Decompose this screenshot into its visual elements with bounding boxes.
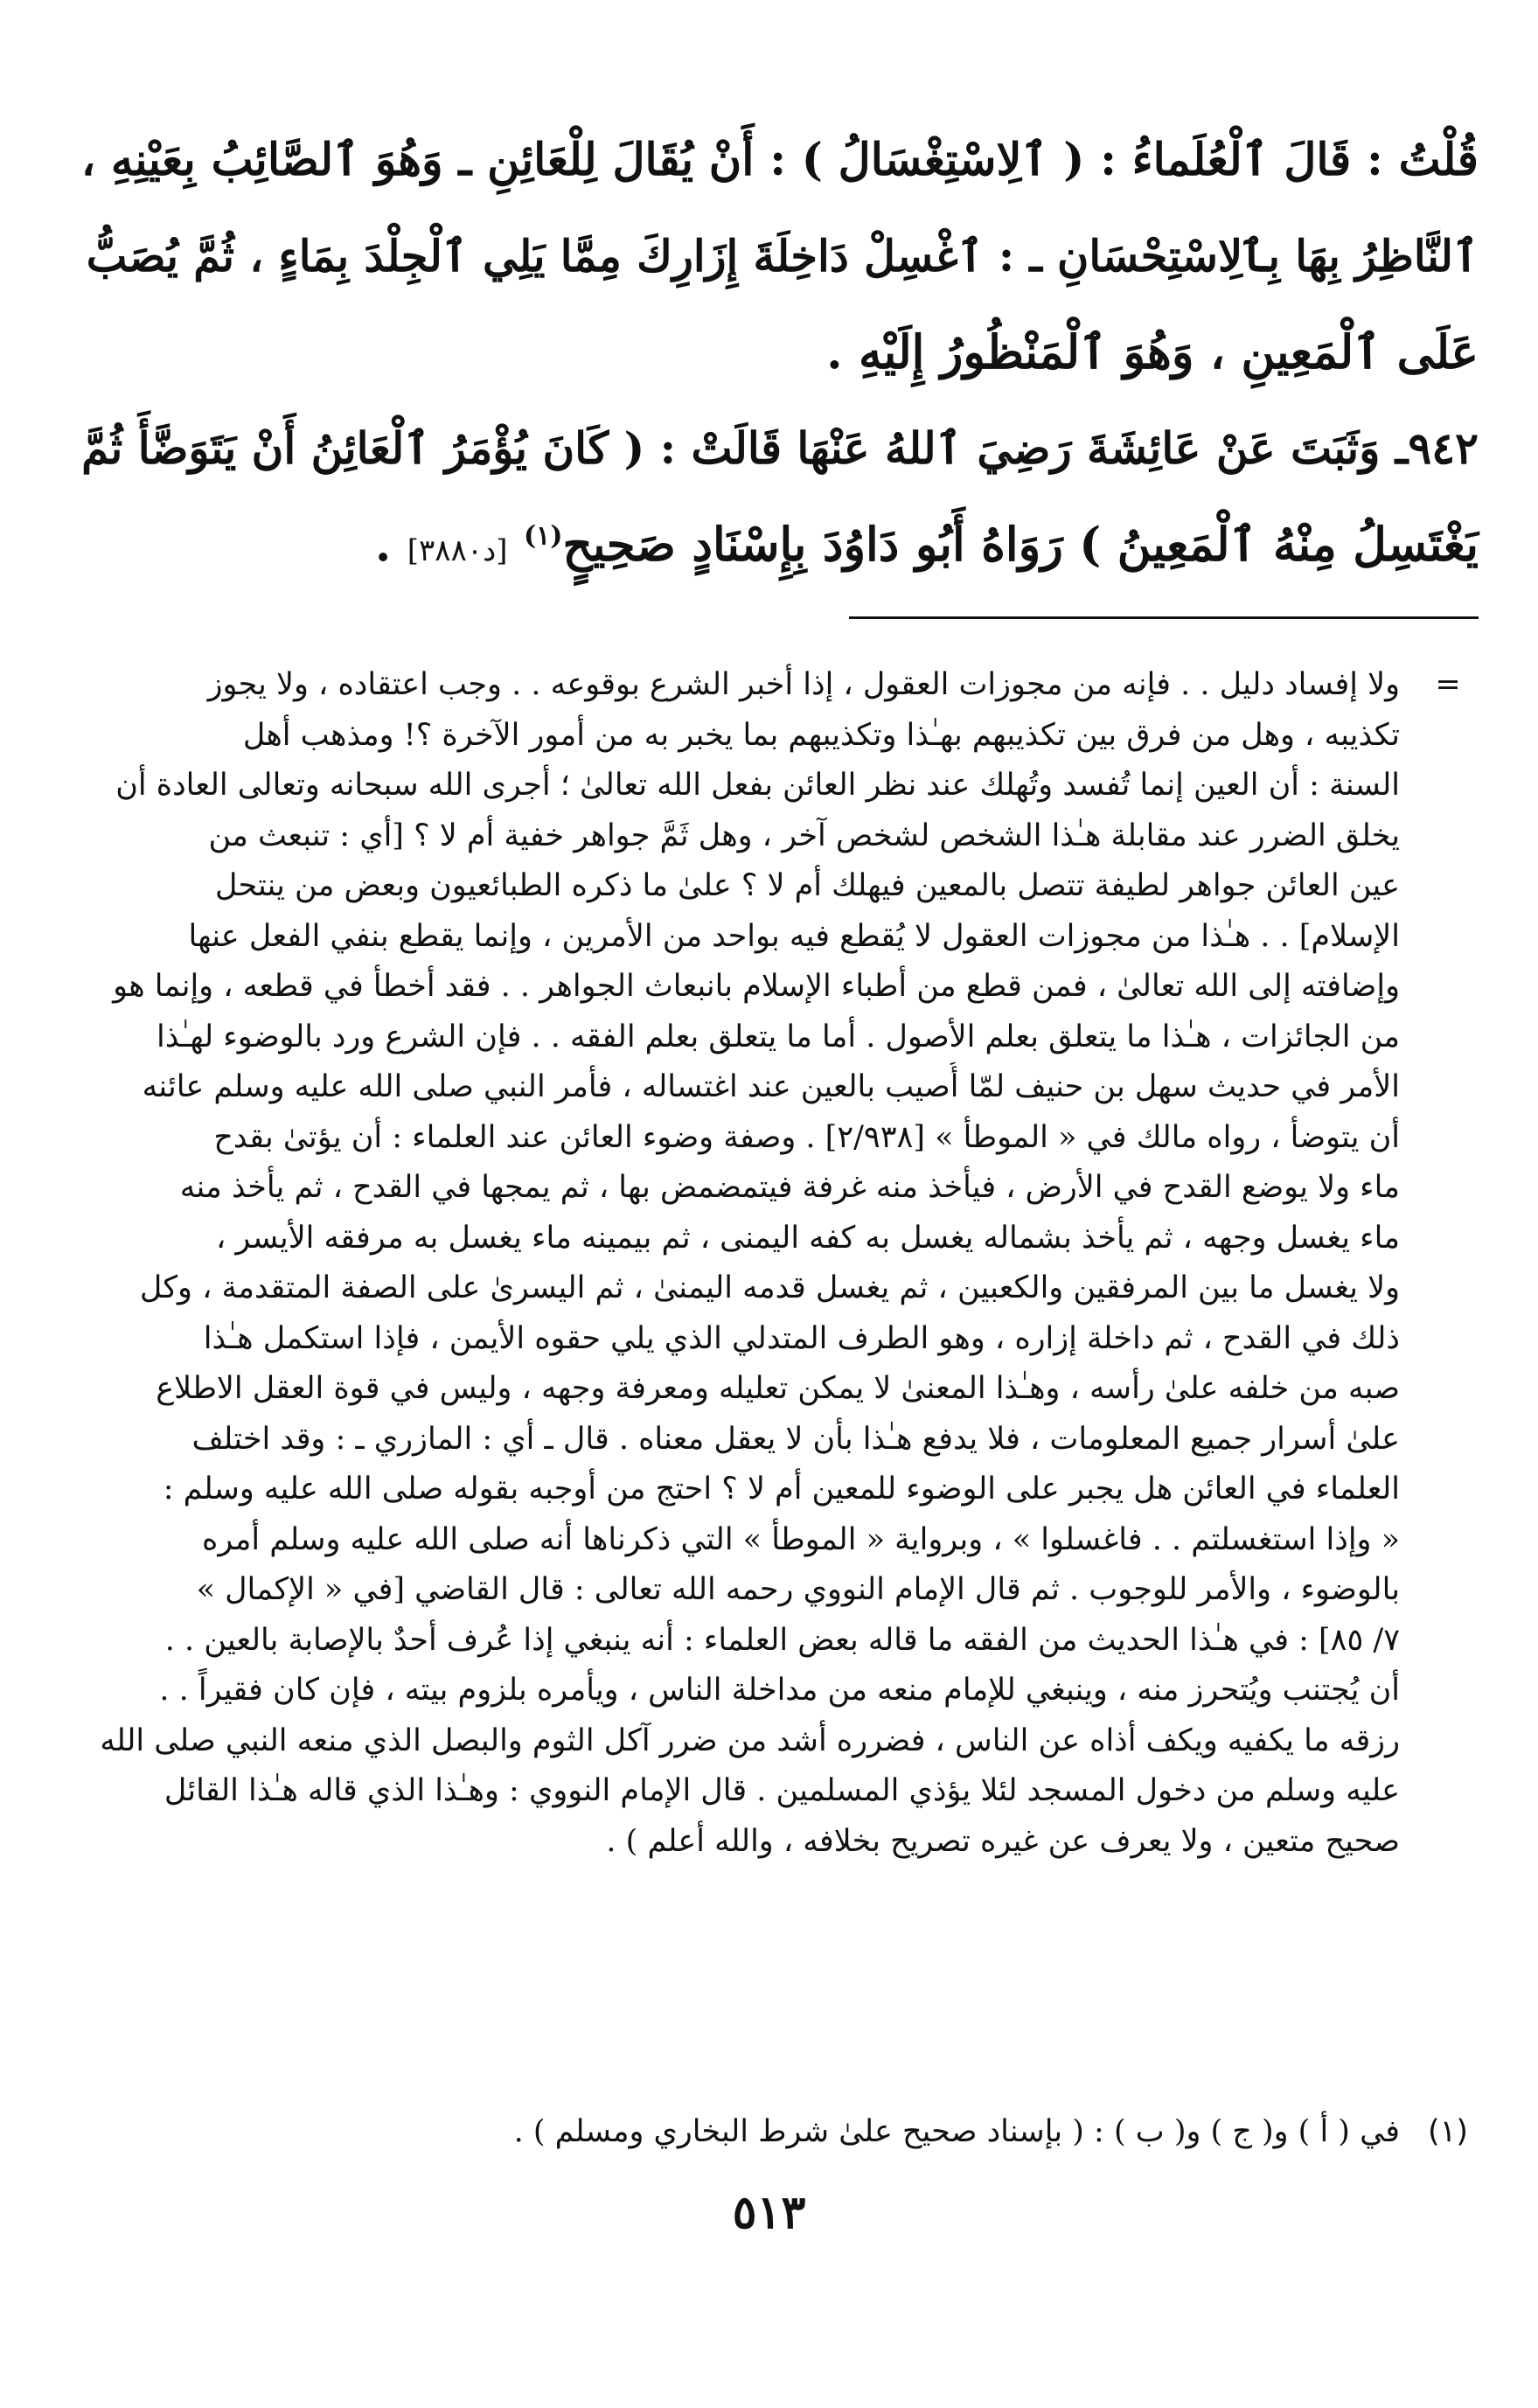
footnote-1-text: في ( أ ) و( ج ) و( ب ) : ( بإسناد صحيح علىٰ شرط البخاري ومسلم ) . (513, 2114, 1400, 2149)
footnote-continuation-body (71, 660, 1400, 1867)
footnote-line: أن يتوضأ ، رواه مالك في « الموطأ » [٢/٩٣٨] . وصفة وضوء العائن عند العلماء : أن يؤتىٰ بقدح (213, 1119, 1400, 1155)
footnote-continuation (71, 660, 1479, 1867)
footnote-line: ولا يغسل ما بين المرفقين والكعبين ، ثم يغسل قدمه اليمنىٰ ، ثم اليسرىٰ على الصفة المتقدمة ، وكل (139, 1270, 1400, 1305)
hadith-number: ٩٤٢ (1408, 422, 1479, 474)
footnote-line: رزقه ما يكفيه ويكف أذاه عن الناس ، فضرره أشد من ضرر آكل الثوم والبصل الذي منعه النبي صلى الله (100, 1722, 1400, 1758)
footnote-line: ٧/ ٨٥] : في هـٰذا الحديث من الفقه ما قاله بعض العلماء : أنه ينبغي إذا عُرف أحدٌ بالإصابة بالعين . . (164, 1622, 1400, 1658)
hadith-line-1-text: ـ وَثَبَتَ عَنْ عَائِشَةَ رَضِيَ ٱللهُ عَنْهَا قَالَتْ : ( كَانَ يُؤْمَرُ ٱلْعَائِنُ أَنْ يَتَوَضَّأَ ثُمَّ (81, 422, 1409, 474)
footnote-line: صبه من خلفه علىٰ رأسه ، وهـٰذا المعنىٰ لا يمكن تعليله ومعرفة وجهه ، وليس في قوة العقل الاطلاع (156, 1371, 1400, 1406)
hadith-line-2 (80, 497, 1479, 593)
main-line-2: ٱلنَّاظِرُ بِهَا بِٱلِاسْتِحْسَانِ ـ : ٱغْسِلْ دَاخِلَةَ إِزَارِكَ مِمَّا يَلِي ٱلْجِلْدَ بِمَاءٍ ، ثُمَّ يُصَبُّ (86, 231, 1479, 282)
main-text (80, 112, 1479, 400)
footnote-line: صحيح متعين ، ولا يعرف عن غيره تصريح بخلافه ، والله أعلم ) . (606, 1823, 1400, 1859)
footnote-line: تكذيبه ، وهل من فرق بين تكذيبهم بهـٰذا وتكذيبهم بما يخبر به من أمور الآخرة ؟! ومذهب أهل (242, 717, 1400, 753)
main-line-3: عَلَى ٱلْمَعِينِ ، وَهُوَ ٱلْمَنْظُورُ إِلَيْهِ . (826, 325, 1479, 379)
footnote-line: ماء ولا يوضع القدح في الأرض ، فيأخذ منه غرفة فيتمضمض بها ، ثم يمجها في القدح ، ثم يأخذ منه (179, 1170, 1400, 1205)
hadith-reference: [د٣٨٨٠] (407, 533, 508, 568)
footnote-line: يخلق الضرر عند مقابلة هـٰذا الشخص لشخص آخر ، وهل ثَمَّ جواهر خفية أم لا ؟ [أي : تنبعث من (208, 818, 1400, 853)
footnote-line: « وإذا استغسلتم . . فاغسلوا » ، وبرواية « الموطأ » التي ذكرناها أنه صلى الله عليه وسلم أمره (202, 1521, 1400, 1557)
hadith-line-2-text: يَغْتَسِلُ مِنْهُ ٱلْمَعِينُ ) رَوَاهُ أَبُو دَاوُدَ بِإِسْنَادٍ صَحِيحٍ (562, 518, 1479, 572)
footnote-1-marker: (١) (1427, 2114, 1469, 2149)
main-line-1: قُلْتُ : قَالَ ٱلْعُلَماءُ : ( ٱلِاسْتِغْسَالُ ) : أَنْ يُقَالَ لِلْعَائِنِ ـ وَهُوَ ٱلصَّائِبُ بِعَيْنِهِ ، (80, 134, 1479, 186)
footnote-line: ذلك في القدح ، ثم داخلة إزاره ، وهو الطرف المتدلي الذي يلي حقوه الأيمن ، فإذا استكمل هـٰذا (203, 1320, 1400, 1356)
hadith-line-1 (80, 400, 1479, 497)
page-number: ٥١٣ (732, 2186, 806, 2239)
footnote-line: العلماء في العائن هل يجبر على الوضوء للمعين أم لا ؟ احتج من أوجبه بقوله صلى الله عليه وسلم : (163, 1472, 1400, 1507)
footnote-line: ولا إفساد دليل . . فإنه من مجوزات العقول ، إذا أخبر الشرع بوقوعه . . وجب اعتقاده ، ولا يجوز (207, 667, 1400, 702)
footnote-1-body (71, 2107, 1400, 2158)
footnote-line: عليه وسلم من دخول المسجد لئلا يؤذي المسلمين . قال الإمام النووي : وهـٰذا الذي قاله هـٰذا القائل (164, 1773, 1400, 1808)
footnote-line: الإسلام] . . هـٰذا من مجوزات العقول لا يُقطع فيه بواحد من الأمرين ، وإنما يقطع بنفي الفعل عنها (188, 918, 1400, 954)
footnote-line: بالوضوء ، والأمر للوجوب . ثم قال الإمام النووي رحمه الله تعالى : قال القاضي [في « الإكمال » (196, 1572, 1400, 1607)
footnote-separator (849, 616, 1479, 619)
hadith-block (80, 400, 1479, 593)
footnote-line: من الجائزات ، هـٰذا ما يتعلق بعلم الأصول . أما ما يتعلق بعلم الفقه . . فإن الشرع ورد بالوضوء لهـٰذا (157, 1019, 1400, 1054)
footnote-line: علىٰ أسرار جميع المعلومات ، فلا يدفع هـٰذا بأن لا يعقل معناه . قال ـ أي : المازري ـ : وقد اختلف (191, 1421, 1400, 1457)
footnote-line: أن يُجتنب ويُتحرز منه ، وينبغي للإمام منعه من مداخلة الناس ، ويأمره بلزوم بيته ، فإن كان فقيراً . . (159, 1673, 1400, 1708)
footnote-line: السنة : أن العين إنما تُفسد وتُهلك عند نظر العائن بفعل الله تعالىٰ ؛ أجرى الله سبحانه وتعالى العادة أن (115, 768, 1400, 803)
footnote-1 (71, 2107, 1479, 2158)
footnote-line: الأمر في حديث سهل بن حنيف لمّا أُصيب بالعين عند اغتساله ، فأمر النبي صلى الله عليه وسلم عائنه (142, 1069, 1400, 1104)
footnote-line: وإضافته إلى الله تعالىٰ ، فمن قطع من أطباء الإسلام بانبعاث الجواهر . . فقد أخطأ في قطعه ، وإنما هو (113, 969, 1400, 1004)
footnote-line: عين العائن جواهر لطيفة تتصل بالمعين فيهلك أم لا ؟ علىٰ ما ذكره الطبائعيون وبعض من ينتحل (214, 868, 1400, 903)
footnote-line: ماء يغسل وجهه ، ثم يأخذ بشماله يغسل به كفه اليمنى ، ثم بيمينه ماء يغسل به مرفقه الأيسر ، (216, 1220, 1400, 1256)
footnote-mark: (١) (523, 520, 563, 552)
continuation-marker: = (1435, 667, 1461, 702)
hadith-end: . (374, 518, 407, 572)
